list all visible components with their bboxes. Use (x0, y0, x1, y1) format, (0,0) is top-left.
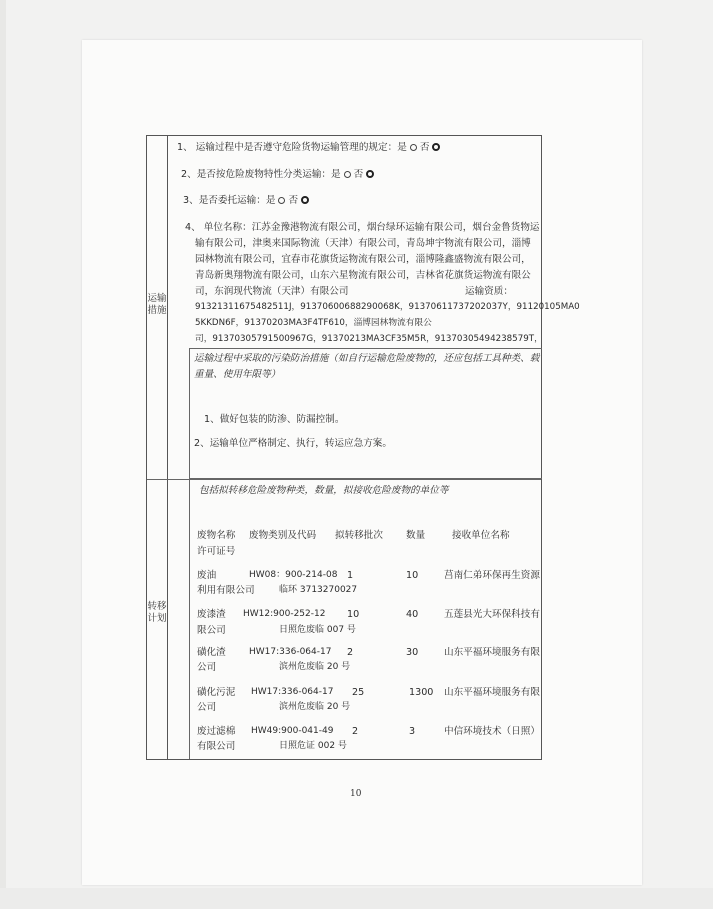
row-3-code: HW17:336-064-17 (249, 647, 332, 657)
row-1-license: 临环 3713270027 (279, 585, 358, 595)
row-1-quantity: 10 (406, 570, 419, 581)
row-3-receiver: 山东平福环境服务有限 (444, 647, 540, 658)
question-1 (177, 141, 440, 154)
question-2 (181, 168, 374, 181)
row-2-waste-name: 废漆渣 (197, 609, 226, 620)
header-license: 许可证号 (197, 546, 236, 557)
row-3-receiver-cont: 公司 (197, 662, 217, 673)
row-5-receiver-cont: 有限公司 (197, 741, 236, 752)
row-1-batches: 1 (347, 570, 354, 581)
row-2-receiver: 五莲县光大环保科技有 (444, 609, 540, 620)
row-1-receiver: 莒南仁弟环保再生资源 (444, 570, 540, 581)
option-no-label: 否 (288, 195, 299, 206)
row-2-license: 日照危废临 007 号 (279, 625, 356, 635)
row-1-receiver-cont: 利用有限公司 (197, 585, 255, 596)
scan-edge-left (0, 0, 6, 909)
row-3-license: 滨州危废临 20 号 (279, 662, 351, 672)
pollution-cell-left-border (189, 348, 190, 479)
row-5-receiver: 中信环境技术（日照） (444, 726, 540, 737)
question-3-text: 3、是否委托运输：是 (183, 195, 276, 206)
option-no-label: 否 (419, 142, 430, 153)
pollution-heading-line-2: 重量、使用年限等） (194, 369, 281, 380)
left-column-divider (167, 136, 168, 759)
row-4-quantity: 1300 (409, 687, 434, 698)
row-3-quantity: 30 (406, 647, 419, 658)
row-4-waste-name: 磺化污泥 (197, 687, 236, 698)
row-2-code: HW12:900-252-12 (243, 609, 326, 619)
option-no-selected-circle-icon (366, 170, 374, 178)
row-divider-1 (189, 348, 542, 349)
row-4-receiver: 山东平福环境服务有限 (444, 687, 540, 698)
header-batches: 拟转移批次 (335, 530, 383, 541)
q4-line-3: 园林物流有限公司，宜春市花旗货运物流有限公司，淄博隆鑫盛物流有限公司， (195, 254, 531, 265)
qualification-label: 运输资质： (465, 286, 513, 297)
option-no-selected-circle-icon (432, 143, 440, 151)
qualification-codes-line-2: 5KKDN6F，91370203MA3F4TF610，淄博园林物流有限公 (195, 318, 432, 328)
row-4-receiver-cont: 公司 (197, 702, 217, 713)
question-3 (183, 194, 309, 207)
row-5-batches: 2 (352, 726, 359, 737)
row-3-batches: 2 (347, 647, 354, 658)
option-yes-circle-icon (278, 197, 285, 204)
transport-measures-label: 运输措施 (147, 293, 167, 316)
option-yes-circle-icon (410, 144, 417, 151)
qualification-codes-line-3: 司，91370305791500967G，91370213MA3CF35M5R，91370305494238579T， (195, 334, 543, 344)
q4-line-5: 司，东润现代物流（天津）有限公司 (195, 286, 349, 297)
scan-edge-bottom (0, 888, 713, 909)
row-2-batches: 10 (347, 609, 360, 620)
option-no-label: 否 (353, 169, 364, 180)
plan-heading: 包括拟转移危险废物种类，数量，拟接收危险废物的单位等 (199, 485, 449, 496)
question-2-text: 2、是否按危险废物特性分类运输：是 (181, 169, 341, 180)
header-receiver: 接收单位名称 (452, 530, 510, 541)
header-quantity: 数量 (406, 530, 426, 541)
row-4-license: 滨州危废临 20 号 (279, 702, 351, 712)
q4-line-2: 输有限公司，津奥来国际物流（天津）有限公司，青岛坤宇物流有限公司，淄博 (195, 238, 531, 249)
transfer-plan-label: 转移计划 (147, 601, 167, 624)
page-number: 10 (350, 789, 362, 799)
row-3-waste-name: 磺化渣 (197, 647, 226, 658)
transport-form-table (146, 135, 580, 760)
pollution-heading-line-1: 运输过程中采取的污染防治措施（如自行运输危险废物的，还应包括工具种类、载 (194, 353, 540, 364)
row-5-waste-name: 废过滤棉 (197, 726, 236, 737)
row-1-code: HW08：900-214-08 (249, 570, 338, 580)
row-2-quantity: 40 (406, 609, 419, 620)
row-5-license: 日照危证 002 号 (279, 741, 347, 751)
q4-line-4: 青岛新奥翔物流有限公司，山东六星物流有限公司，吉林省花旗货运物流有限公 (195, 270, 531, 281)
pollution-measure-1: 1、做好包装的防渗、防漏控制。 (204, 414, 345, 425)
plan-cell-left-border (189, 479, 190, 759)
header-category-code: 废物类别及代码 (249, 530, 317, 541)
pollution-measure-2: 2、运输单位严格制定、执行，转运应急方案。 (194, 438, 392, 449)
qualification-codes-line-1: 91321311675482511J，91370600688290068K，91370611737202037Y，91120105MA0 (195, 302, 580, 312)
row-divider-3 (147, 479, 541, 480)
row-5-code: HW49:900-041-49 (251, 726, 334, 736)
row-4-code: HW17:336-064-17 (251, 687, 334, 697)
option-no-selected-circle-icon (301, 196, 309, 204)
header-waste-name: 废物名称 (197, 530, 236, 541)
q4-line-1: 4、 单位名称：江苏金豫港物流有限公司，烟台绿环运输有限公司，烟台金鲁货物运 (185, 222, 540, 233)
row-5-quantity: 3 (409, 726, 416, 737)
row-1-waste-name: 废油 (197, 570, 217, 581)
row-4-batches: 25 (352, 687, 365, 698)
option-yes-circle-icon (344, 171, 351, 178)
question-1-text: 1、 运输过程中是否遵守危险货物运输管理的规定：是 (177, 142, 407, 153)
row-2-receiver-cont: 限公司 (197, 625, 226, 636)
